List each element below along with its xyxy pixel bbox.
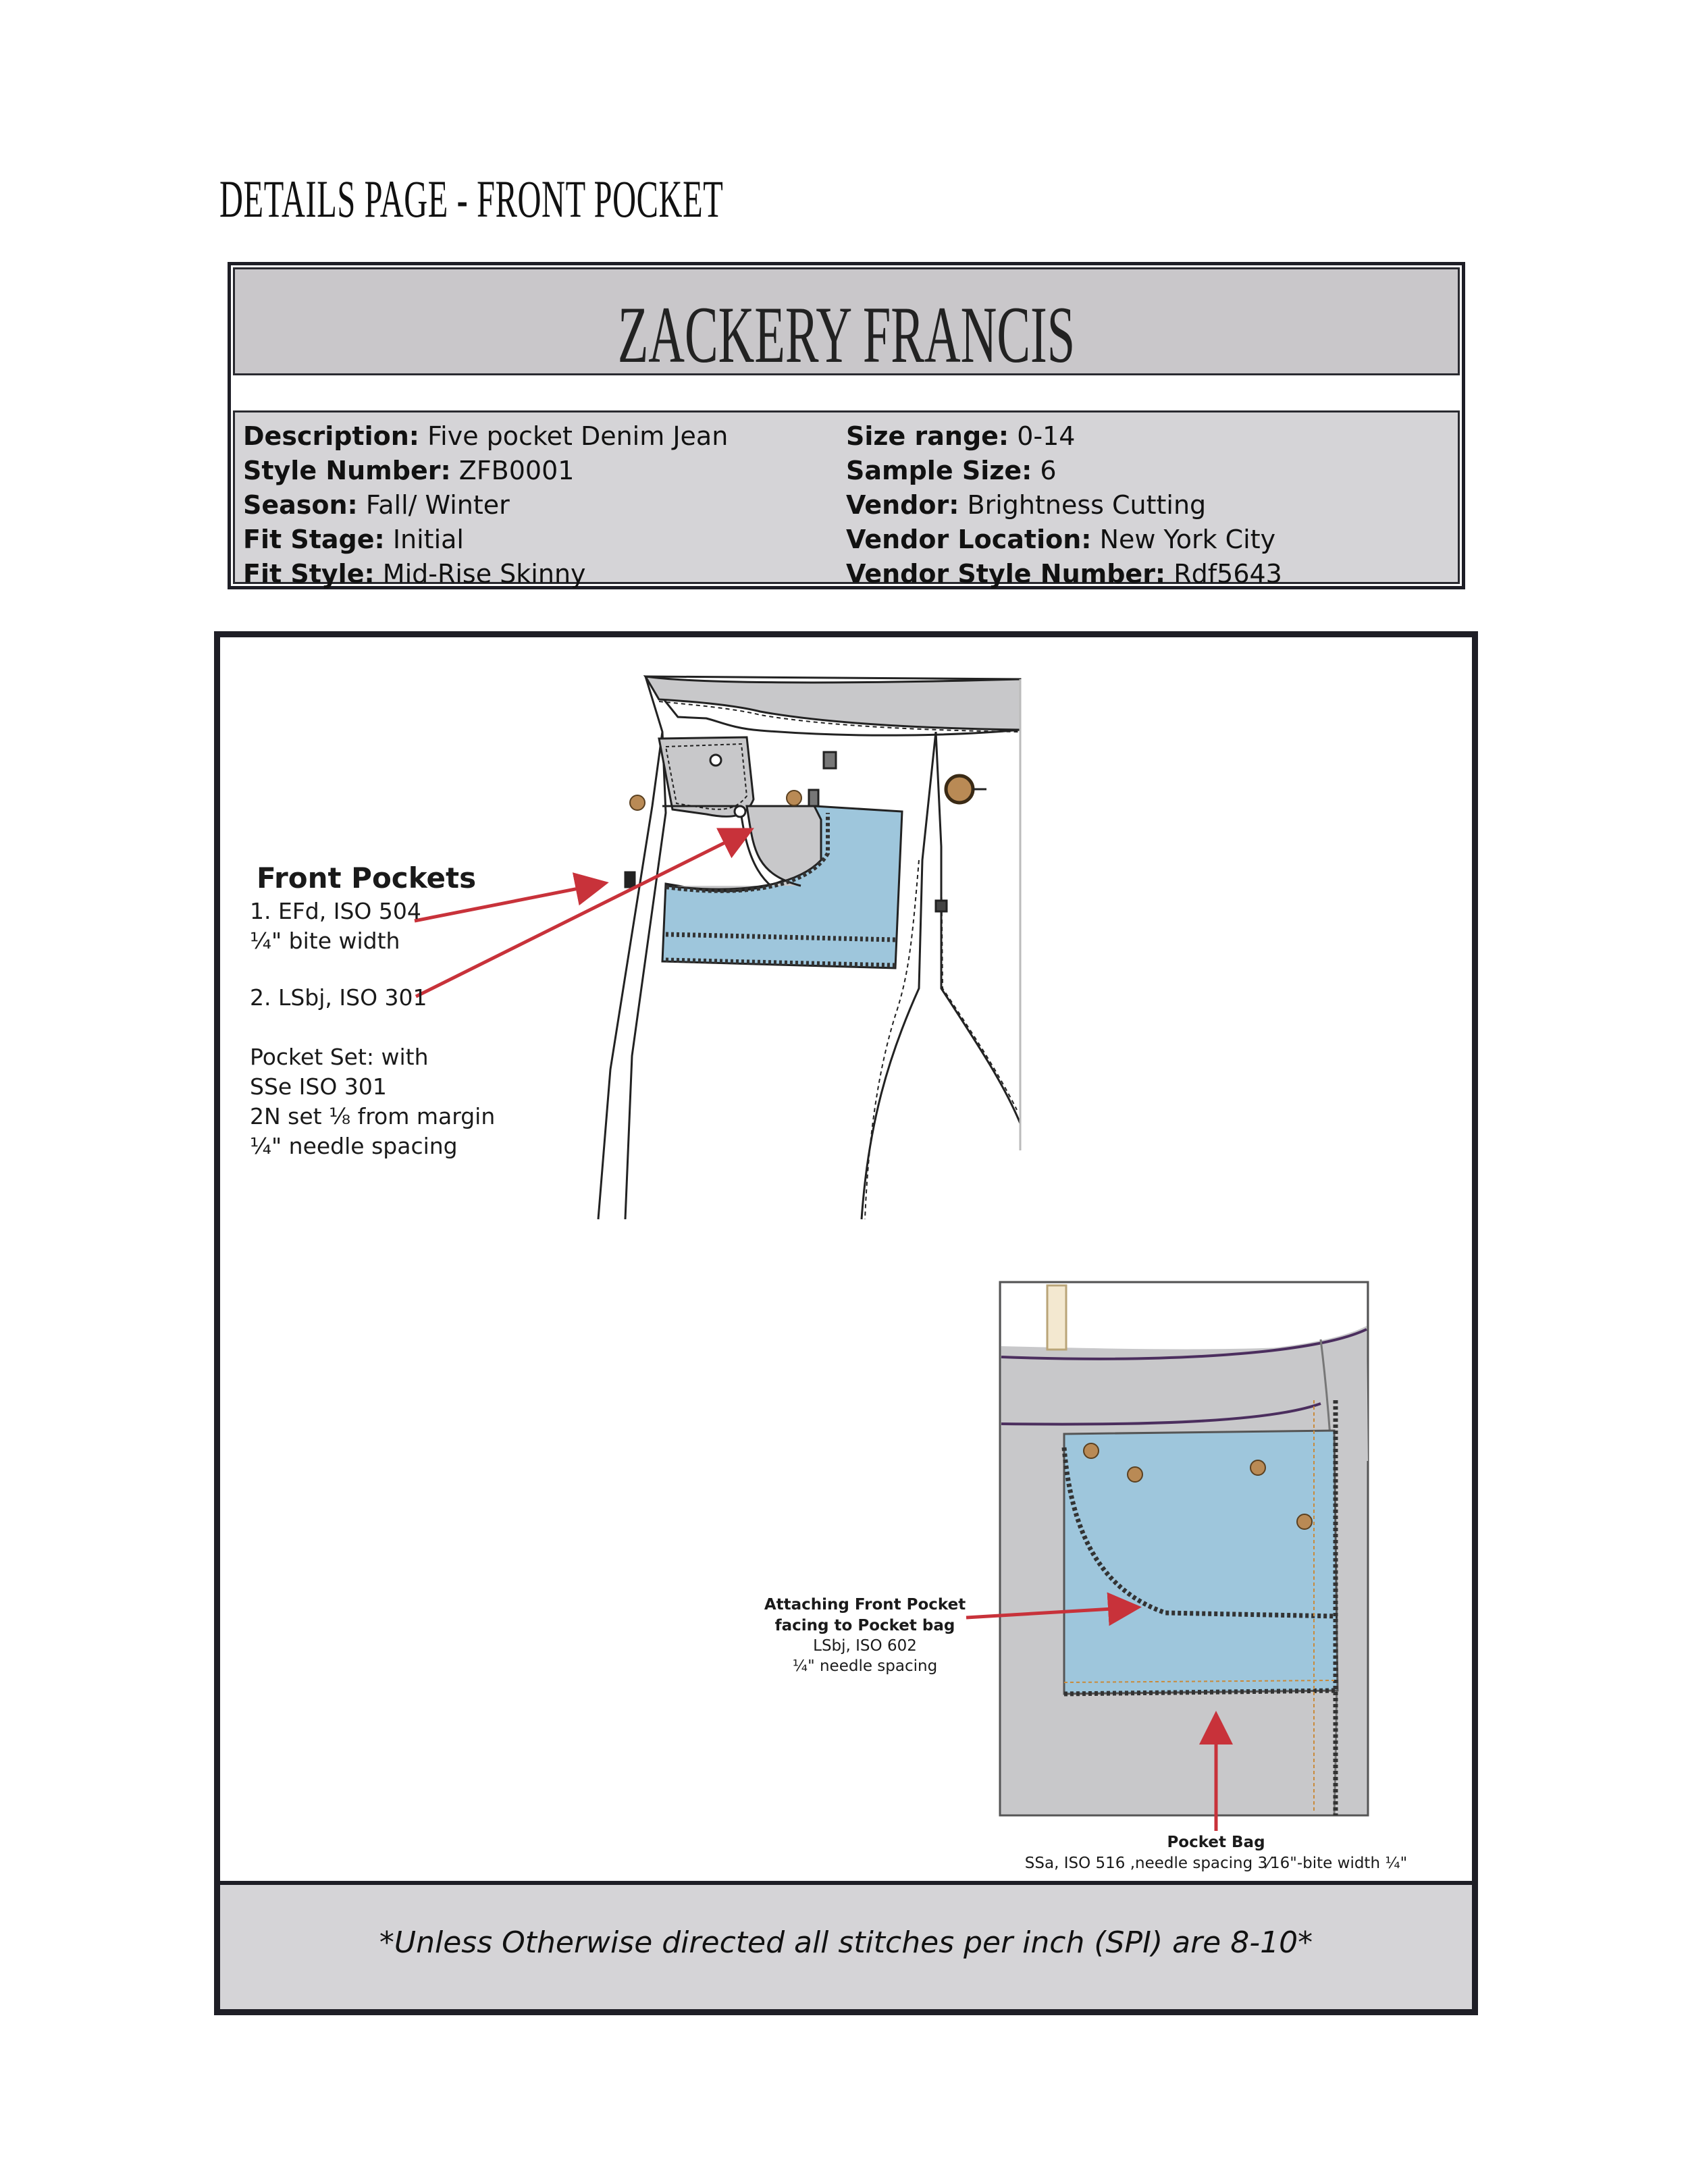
attach-callout-line-2: facing to Pocket bag xyxy=(774,1617,955,1634)
spec-label: Season: xyxy=(243,490,358,520)
front-pocket-spec-2: 2. LSbj, ISO 301 xyxy=(250,984,427,1011)
spec-label: Fit Stage: xyxy=(243,525,385,554)
spec-vendor xyxy=(846,488,1282,523)
spec-value: New York City xyxy=(1099,525,1276,554)
attach-callout-line-1: Attaching Front Pocket xyxy=(764,1596,966,1614)
pocket-set-line-3: 2N set ⅛ from margin xyxy=(250,1103,496,1129)
spec-style-number xyxy=(243,454,728,488)
front-pockets-title: Front Pockets xyxy=(257,861,477,895)
spec-label: Size range: xyxy=(846,421,1009,451)
spec-left-column xyxy=(243,419,728,591)
pocket-bag-title: Pocket Bag xyxy=(1167,1834,1265,1851)
spec-value: Initial xyxy=(392,525,464,554)
spec-label: Sample Size: xyxy=(846,456,1032,485)
brand-band xyxy=(233,267,1460,379)
spec-season xyxy=(243,488,728,523)
page-title: DETAILS PAGE - FRONT POCKET xyxy=(219,169,724,228)
spec-header xyxy=(228,262,1465,589)
pocket-detail-sketch xyxy=(1000,1282,1368,1815)
pocket-set-line-2: SSe ISO 301 xyxy=(250,1073,387,1100)
front-pocket-spec-1: 1. EFd, ISO 504 xyxy=(250,898,421,924)
spec-size-range xyxy=(846,419,1282,454)
spec-value: 0-14 xyxy=(1017,421,1076,451)
pocket-bag-spec: SSa, ISO 516 ,needle spacing 3⁄16"-bite width ¼" xyxy=(1024,1855,1408,1872)
spec-value: Fall/ Winter xyxy=(365,490,510,520)
spec-label: Fit Style: xyxy=(243,559,375,589)
spec-label: Vendor Style Number: xyxy=(846,559,1166,589)
spec-label: Style Number: xyxy=(243,456,451,485)
spec-value: 6 xyxy=(1040,456,1057,485)
spec-label: Vendor Location: xyxy=(846,525,1092,554)
footer-note: *Unless Otherwise directed all stitches per inch (SPI) are 8-10* xyxy=(379,1925,1313,1960)
attach-callout-line-3: LSbj, ISO 602 xyxy=(813,1637,917,1655)
pocket-set-line-4: ¼" needle spacing xyxy=(250,1133,458,1159)
spec-vendor-location xyxy=(846,523,1282,557)
spec-value: Rdf5643 xyxy=(1173,559,1282,589)
spec-value: ZFB0001 xyxy=(458,456,575,485)
front-pocket-spec-1-bite: ¼" bite width xyxy=(250,928,400,954)
spec-fit-style xyxy=(243,557,728,591)
drawing-frame xyxy=(214,631,1478,2015)
spec-label: Description: xyxy=(243,421,419,451)
spec-sample-size xyxy=(846,454,1282,488)
attach-callout-line-4: ¼" needle spacing xyxy=(792,1657,938,1675)
jeans-front-sketch xyxy=(598,676,1020,1219)
spec-value: Mid-Rise Skinny xyxy=(382,559,586,589)
spec-info xyxy=(233,410,1460,589)
spec-vendor-style-number xyxy=(846,557,1282,591)
technical-drawing xyxy=(220,637,1472,1893)
brand-name: ZACKERY FRANCIS xyxy=(617,290,1076,379)
spec-right-column xyxy=(846,419,1282,591)
spec-value: Brightness Cutting xyxy=(967,490,1207,520)
pocket-set-line-1: Pocket Set: with xyxy=(250,1044,429,1070)
spec-value: Five pocket Denim Jean xyxy=(427,421,729,451)
spec-description xyxy=(243,419,728,454)
spec-label: Vendor: xyxy=(846,490,959,520)
footer-note-band xyxy=(220,1881,1472,2009)
spec-fit-stage xyxy=(243,523,728,557)
